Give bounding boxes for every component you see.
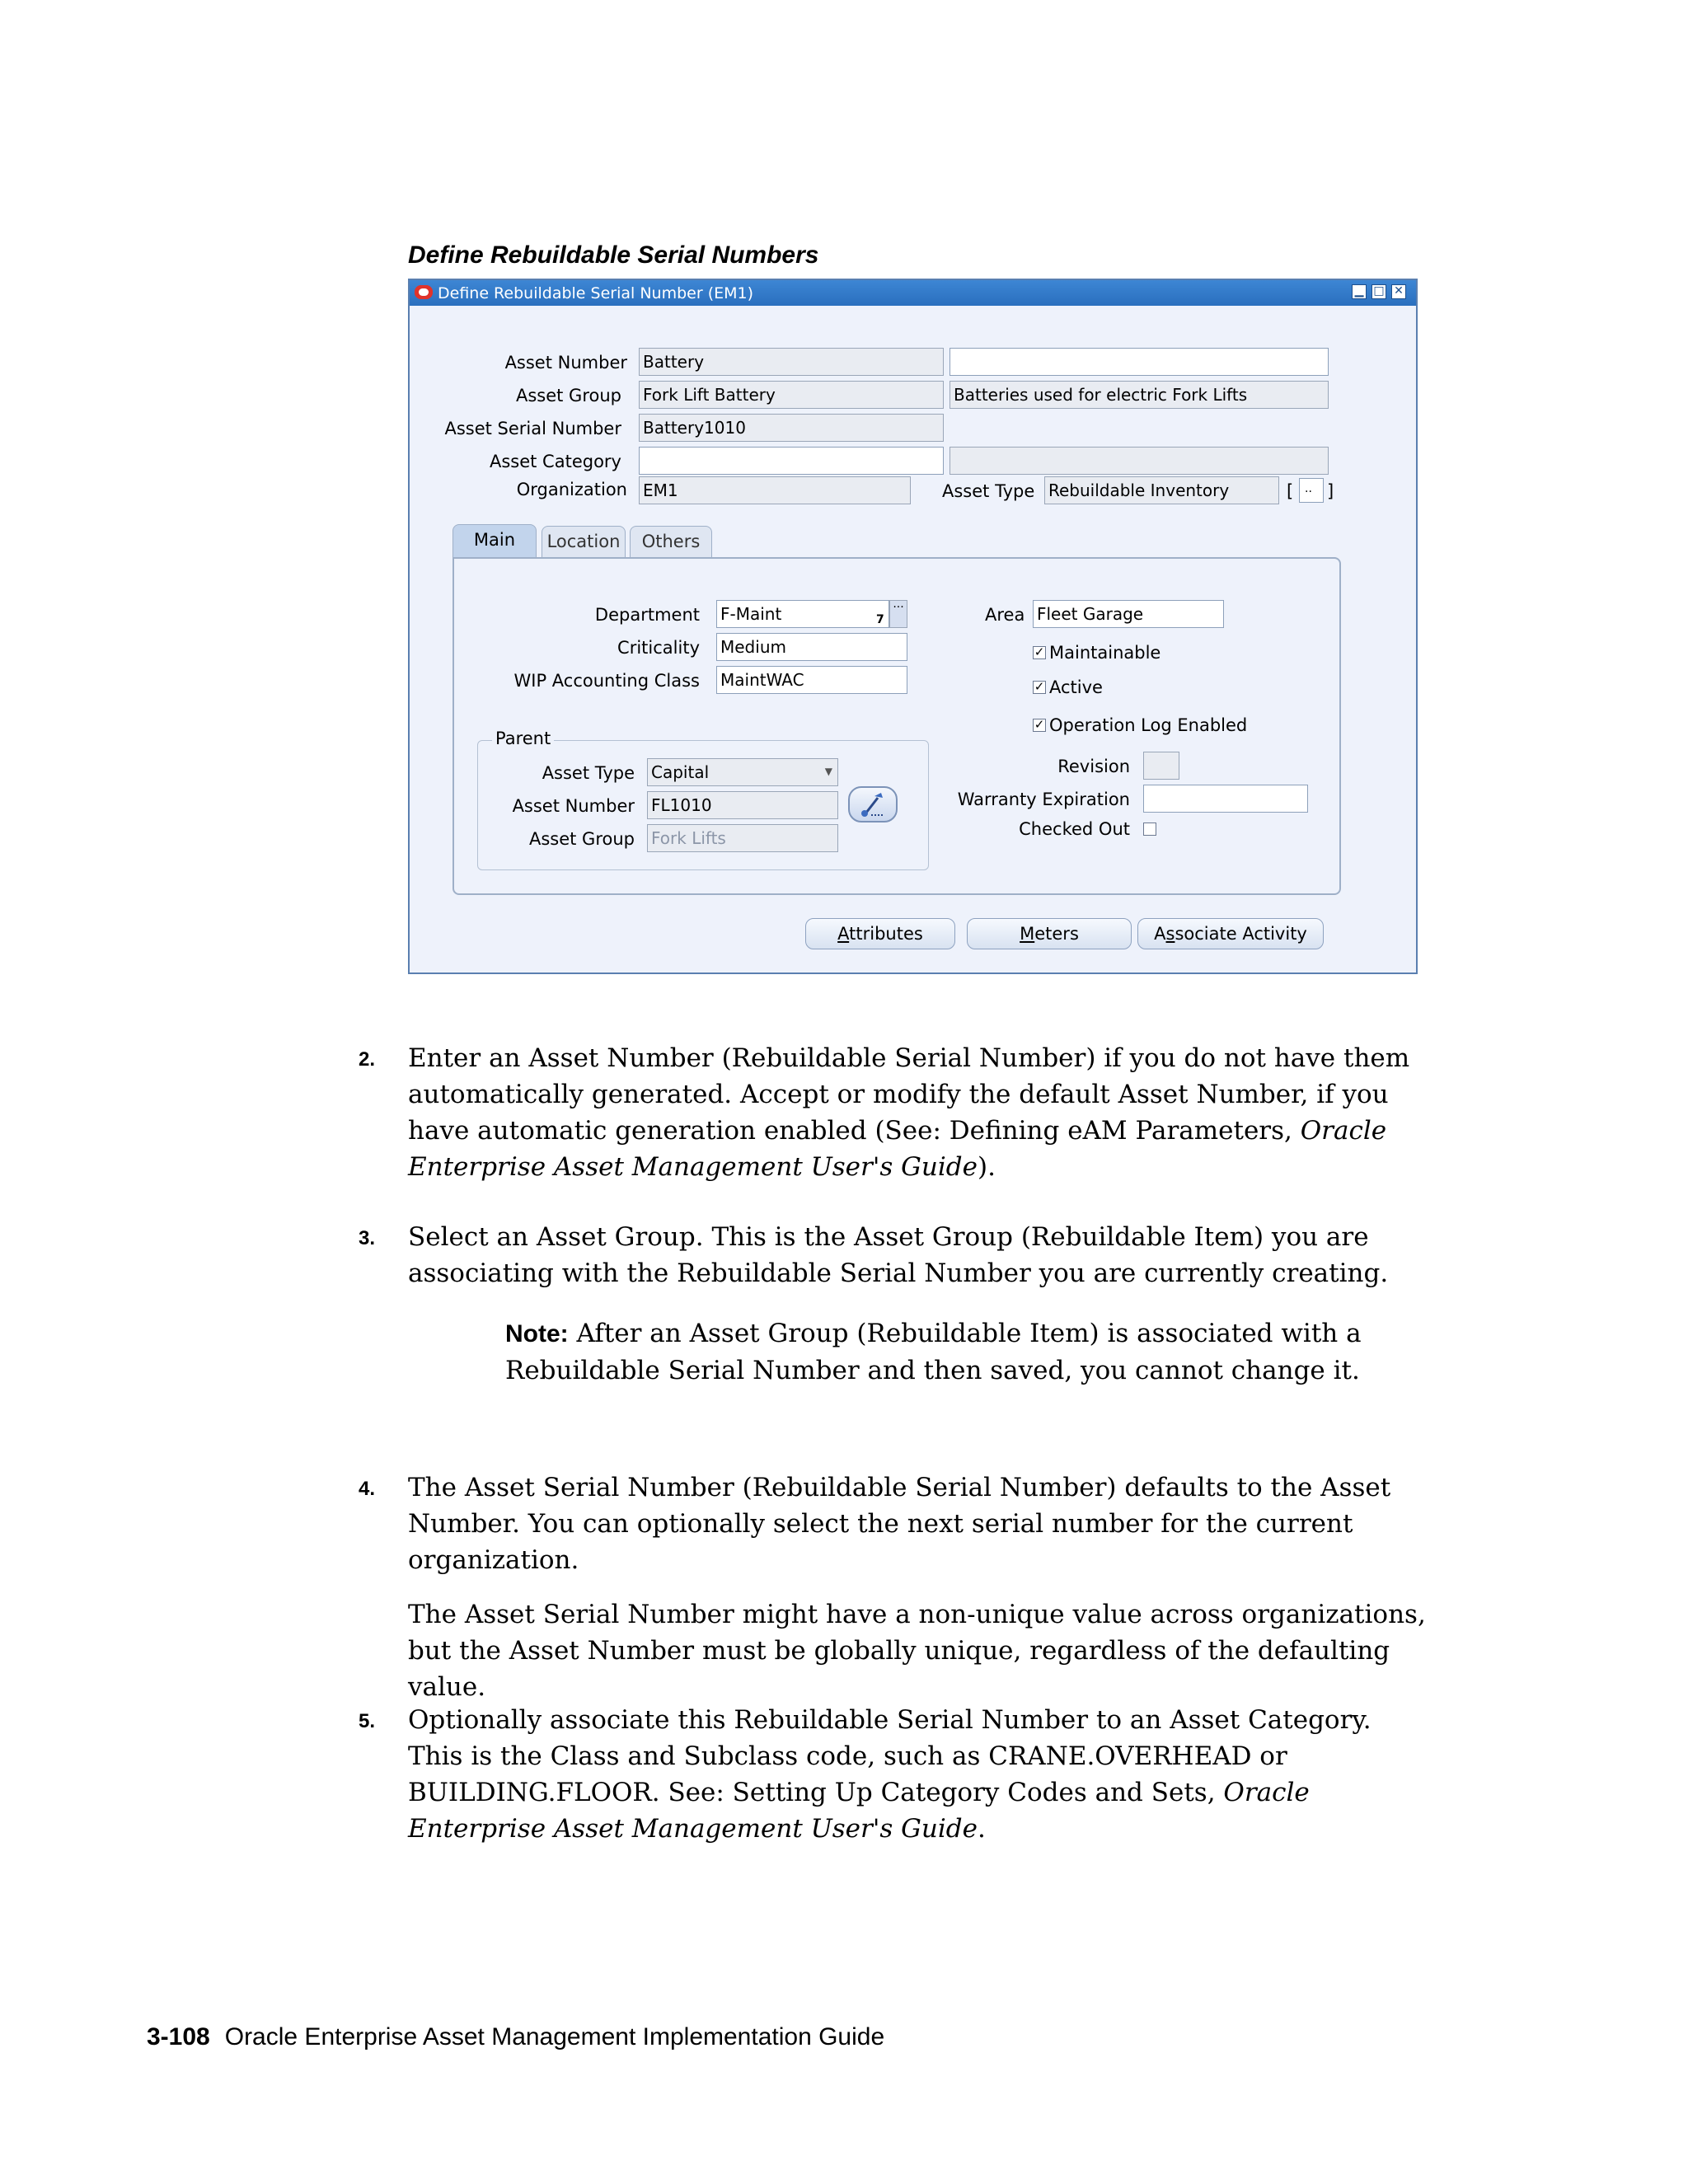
- operation-log-checkbox[interactable]: ✓: [1034, 717, 1045, 732]
- asset-navigator-button[interactable]: [848, 786, 898, 823]
- minimize-icon[interactable]: ▁: [1352, 284, 1367, 299]
- checked-out-checkbox[interactable]: [1143, 823, 1156, 836]
- parent-asset-group-label: Asset Group: [528, 829, 635, 849]
- wip-class-field[interactable]: MaintWAC: [716, 666, 907, 694]
- asset-group-description: Batteries used for electric Fork Lifts: [950, 381, 1329, 409]
- tab-main[interactable]: Main: [452, 524, 537, 557]
- note-block: [505, 1315, 1428, 1389]
- step-2-number: 2.: [359, 1048, 376, 1071]
- tab-others[interactable]: Others: [630, 526, 712, 557]
- tab-location[interactable]: Location: [542, 526, 626, 557]
- required-flag-icon: 7: [876, 613, 884, 626]
- checked-out-label: Checked Out: [1019, 819, 1130, 839]
- criticality-field[interactable]: Medium: [716, 633, 907, 661]
- note-text: After an Asset Group (Rebuildable Item) is associated with a Rebuildable Serial Number and then saved, you cannot change it.: [505, 1319, 1362, 1385]
- associate-activity-button[interactable]: Associate Activity: [1137, 918, 1324, 949]
- step-2-reference: Oracle Enterprise Asset Management User's Guide: [408, 1116, 1387, 1182]
- step-4-paragraph: The Asset Serial Number might have a non-unique value across organizations, but the Asset Number must be globally unique, regardless of the defaulting value.: [408, 1600, 1426, 1702]
- department-field[interactable]: F-Maint: [716, 600, 889, 628]
- warranty-label: Warranty Expiration: [957, 790, 1130, 809]
- step-5-number: 5.: [359, 1710, 376, 1732]
- step-2: [359, 1040, 1430, 1185]
- attributes-button[interactable]: Attributes: [805, 918, 955, 949]
- parent-asset-number-label: Asset Number: [512, 796, 635, 816]
- asset-category-field[interactable]: [639, 447, 944, 475]
- page-number: 3-108: [147, 2023, 210, 2050]
- step-3: [359, 1219, 1430, 1291]
- window-titlebar: [410, 280, 1416, 306]
- main-tab-panel: [452, 557, 1341, 895]
- maintainable-label: Maintainable: [1049, 643, 1161, 663]
- step-2-text: Enter an Asset Number (Rebuildable Serial Number) if you do not have them automatically generated. Accept or modify the default Asset Number, if you have automatic generation enabled (See: Defining eAM Parameters, Oracle Enterprise Asset Management User's Guide).: [408, 1043, 1410, 1182]
- step-4-text: The Asset Serial Number (Rebuildable Serial Number) defaults to the Asset Number. You can optionally select the next serial number for the current organization.: [408, 1473, 1391, 1575]
- asset-group-field[interactable]: Fork Lift Battery: [639, 381, 944, 409]
- parent-asset-type-label: Asset Type: [542, 763, 635, 783]
- parent-asset-type-select[interactable]: [647, 758, 838, 786]
- meters-button[interactable]: Meters: [967, 918, 1132, 949]
- oracle-logo-icon: [415, 285, 433, 299]
- note-label: Note:: [505, 1320, 569, 1347]
- hierarchy-tool-icon: [850, 788, 896, 821]
- step-3-text: Select an Asset Group. This is the Asset Group (Rebuildable Item) you are associating with the Rebuildable Serial Number you are currently creating.: [408, 1222, 1389, 1288]
- step-5-reference: Oracle Enterprise Asset Management User's Guide: [408, 1778, 1310, 1844]
- organization-field[interactable]: EM1: [639, 476, 911, 504]
- asset-group-label: Asset Group: [515, 386, 621, 405]
- operation-log-label: Operation Log Enabled: [1049, 715, 1248, 735]
- asset-type-field[interactable]: Rebuildable Inventory: [1044, 476, 1279, 504]
- parent-asset-type-value: Capital: [651, 762, 710, 782]
- active-label: Active: [1049, 677, 1103, 697]
- guide-title: Oracle Enterprise Asset Management Implementation Guide: [224, 2023, 885, 2050]
- close-icon[interactable]: ✕: [1391, 284, 1406, 299]
- step-4: [359, 1469, 1430, 1578]
- organization-label: Organization: [516, 480, 627, 499]
- step-5: [359, 1702, 1430, 1847]
- asset-type-label: Asset Type: [942, 481, 1035, 501]
- department-label: Department: [594, 605, 700, 625]
- parent-group-title: Parent: [492, 729, 554, 748]
- chevron-down-icon: ▼: [824, 766, 832, 777]
- area-field[interactable]: Fleet Garage: [1033, 600, 1224, 628]
- define-serial-window: [408, 279, 1418, 974]
- parent-asset-number-field[interactable]: FL1010: [647, 791, 838, 819]
- maximize-icon[interactable]: □: [1372, 284, 1386, 299]
- revision-field[interactable]: [1143, 752, 1179, 780]
- asset-category-label: Asset Category: [489, 452, 621, 471]
- page-footer: [147, 2023, 884, 2051]
- asset-category-description: [950, 447, 1329, 475]
- asset-serial-label: Asset Serial Number: [444, 419, 621, 438]
- asset-number-description[interactable]: [950, 348, 1329, 376]
- step-5-text: Optionally associate this Rebuildable Serial Number to an Asset Category. This is the Class and Subclass code, such as CRANE.OVERHEAD or BUILDING.FLOOR. See: Setting Up Category Codes and Sets, Oracle Enterprise Asset Management User's Guide.: [408, 1705, 1372, 1844]
- asset-serial-field[interactable]: Battery1010: [639, 414, 944, 442]
- parent-asset-group-field: Fork Lifts: [647, 824, 838, 852]
- asset-number-label: Asset Number: [504, 353, 627, 373]
- step-4-number: 4.: [359, 1478, 376, 1500]
- active-checkbox[interactable]: ✓: [1034, 679, 1045, 694]
- criticality-label: Criticality: [617, 638, 700, 658]
- department-lov-icon[interactable]: ···: [889, 600, 907, 628]
- revision-label: Revision: [1057, 757, 1130, 776]
- wip-class-label: WIP Accounting Class: [513, 671, 700, 691]
- window-title: Define Rebuildable Serial Number (EM1): [438, 284, 754, 302]
- maintainable-checkbox[interactable]: ✓: [1034, 644, 1045, 659]
- warranty-field[interactable]: [1143, 785, 1308, 813]
- flex-open-bracket: [: [1287, 481, 1294, 501]
- flexfield-button[interactable]: ..: [1299, 478, 1324, 503]
- step-3-number: 3.: [359, 1227, 376, 1249]
- figure-caption: Define Rebuildable Serial Numbers: [408, 241, 819, 269]
- flex-close-bracket: ]: [1327, 481, 1334, 501]
- area-label: Area: [985, 605, 1025, 625]
- asset-number-field[interactable]: Battery: [639, 348, 944, 376]
